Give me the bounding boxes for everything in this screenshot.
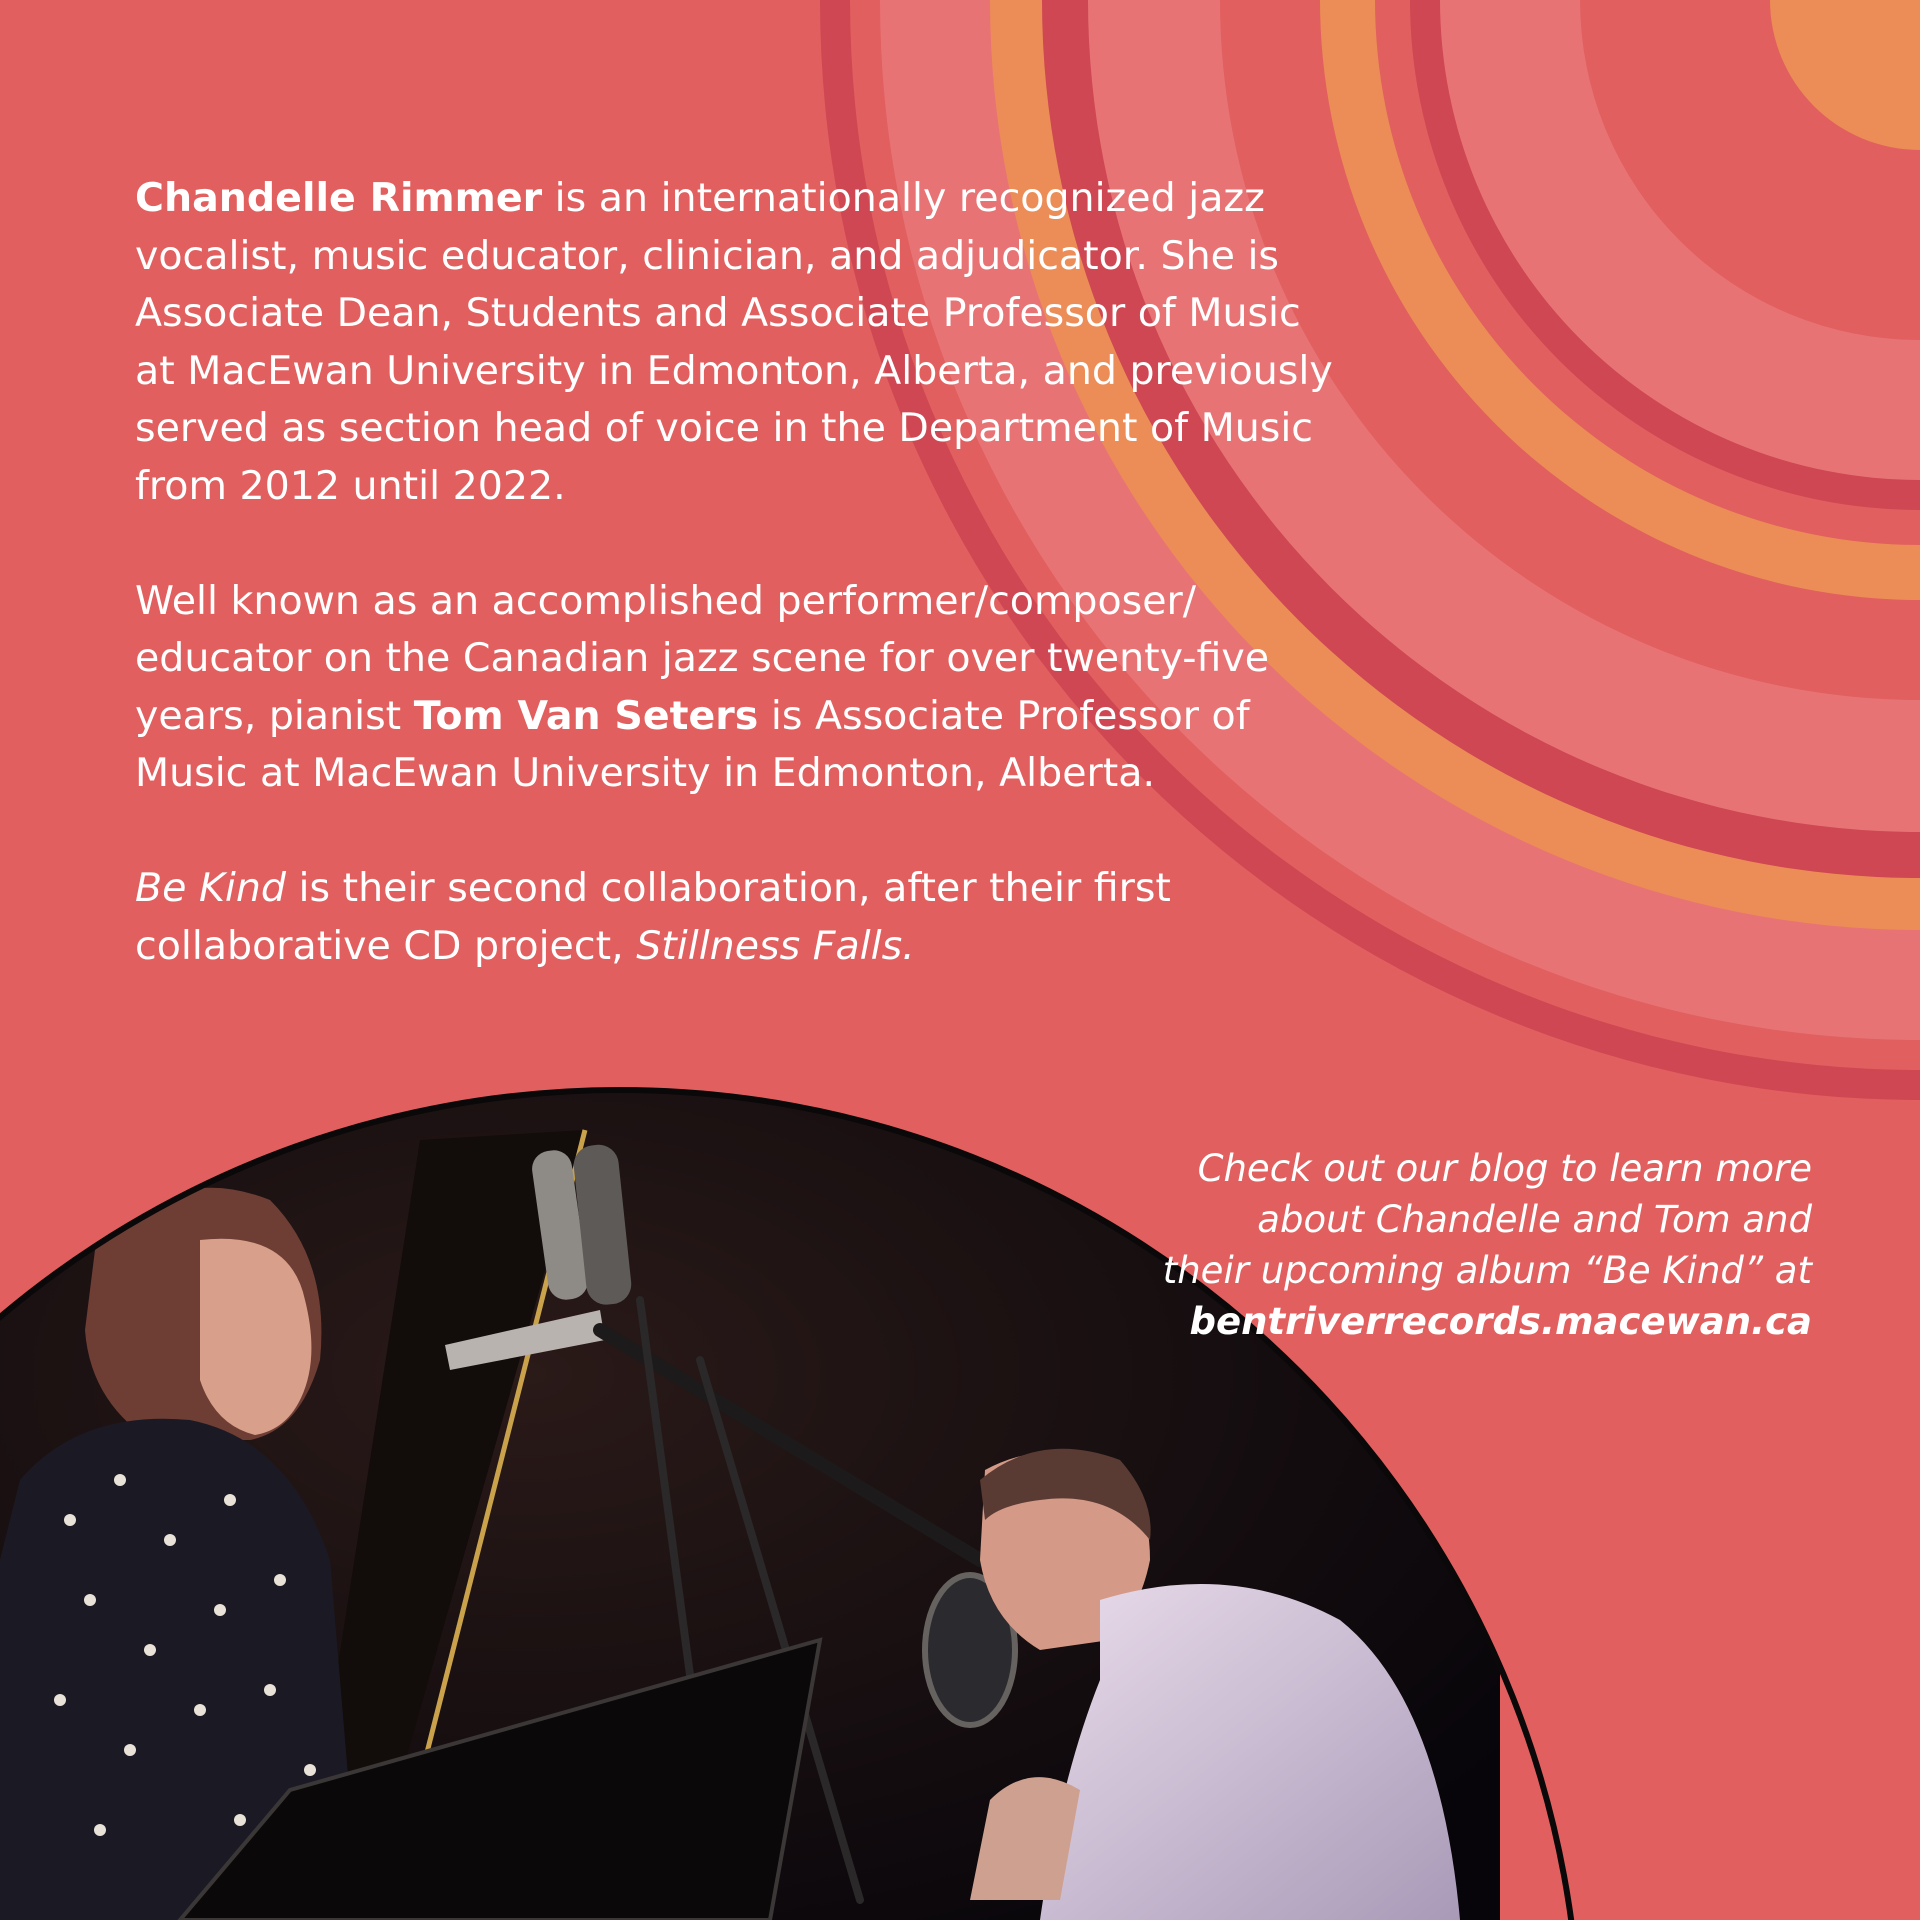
bio-p1-line4: at MacEwan University in Edmonton, Alberta, and previously (135, 347, 1333, 394)
album-title-stillness-falls: Stillness Falls. (636, 922, 915, 969)
name-tom-van-seters: Tom Van Seters (413, 692, 759, 739)
blog-callout (1052, 1143, 1812, 1347)
bio-p2-line1: Well known as an accomplished performer/composer/ (135, 577, 1197, 624)
bio-paragraph-collaboration (135, 860, 1535, 975)
blog-url-link[interactable]: bentriverrecords.macewan.ca (1189, 1300, 1812, 1343)
bio-p2-line3-post: is Associate Professor of (758, 692, 1250, 739)
bio-paragraph-rimmer (135, 170, 1535, 515)
bio-p2-line4: Music at MacEwan University in Edmonton, Alberta. (135, 750, 1155, 796)
bio-p2-line3-pre: years, pianist (135, 692, 414, 739)
biography-text (135, 170, 1535, 1033)
bio-p1-line1: is an internationally recognized jazz (542, 175, 1265, 221)
album-title-be-kind: Be Kind (135, 865, 286, 911)
name-chandelle-rimmer: Chandelle Rimmer (135, 175, 543, 221)
blog-line3: their upcoming album “Be Kind” at (1162, 1249, 1812, 1292)
bio-p1-line6: from 2012 until 2022. (135, 462, 566, 509)
bio-p3-line1: is their second collaboration, after their first (285, 865, 1171, 911)
bio-p2-line2: educator on the Canadian jazz scene for over twenty-five (135, 635, 1270, 681)
bio-p3-line2-pre: collaborative CD project, (135, 922, 637, 969)
blog-line1: Check out our blog to learn more (1197, 1147, 1812, 1190)
bio-p1-line3: Associate Dean, Students and Associate Professor of Music (135, 290, 1301, 336)
bio-p1-line2: vocalist, music educator, clinician, and adjudicator. She is (135, 232, 1280, 279)
bio-paragraph-van-seters (135, 573, 1535, 803)
blog-line2: about Chandelle and Tom and (1257, 1198, 1812, 1241)
bio-p1-line5: served as section head of voice in the Department of Music (135, 405, 1314, 451)
